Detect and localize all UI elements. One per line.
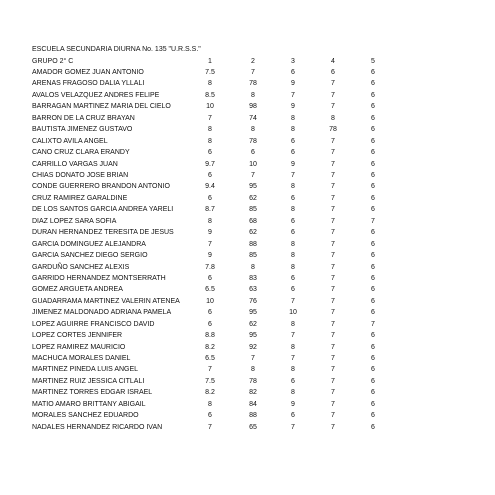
score-cell-5: 6 [371, 91, 375, 99]
score-cell-3: 9 [291, 103, 295, 111]
score-cell-4: 7 [331, 366, 335, 374]
score-cell-4: 7 [331, 343, 335, 351]
student-name: LOPEZ RAMIREZ MAURICIO [32, 343, 126, 351]
score-cell-3: 8 [291, 263, 295, 271]
score-cell-5: 6 [371, 183, 375, 191]
score-cell-5: 7 [371, 217, 375, 225]
score-cell-5: 6 [371, 172, 375, 179]
score-cell-1: 7.8 [205, 263, 215, 271]
score-cell-5: 6 [371, 412, 375, 420]
column-header-5: 5 [371, 58, 375, 65]
score-cell-1: 9.7 [205, 160, 215, 168]
score-cell-1: 8.2 [205, 343, 215, 351]
student-row [0, 387, 495, 398]
student-row [0, 273, 495, 284]
score-cell-2: 78 [249, 80, 257, 88]
student-name: BARRAGAN MARTINEZ MARIA DEL CIELO [32, 103, 171, 111]
student-name: ARENAS FRAGOSO DALIA YLLALI [32, 80, 145, 88]
score-cell-3: 8 [291, 320, 295, 328]
score-cell-5: 6 [371, 366, 375, 374]
score-cell-2: 62 [249, 229, 257, 237]
score-cell-3: 8 [291, 114, 295, 122]
score-cell-2: 8 [251, 263, 255, 271]
student-name: GARRIDO HERNANDEZ MONTSERRATH [32, 274, 166, 282]
score-cell-1: 7.5 [205, 69, 215, 76]
student-row [0, 410, 495, 421]
score-cell-1: 6.5 [205, 286, 215, 294]
score-cell-4: 8 [331, 114, 335, 122]
student-name: DURAN HERNANDEZ TERESITA DE JESUS [32, 229, 174, 237]
score-cell-5: 6 [371, 103, 375, 111]
score-cell-3: 8 [291, 366, 295, 374]
student-row [0, 262, 495, 273]
score-cell-5: 6 [371, 423, 375, 431]
score-cell-2: 98 [249, 103, 257, 111]
student-row [0, 78, 495, 89]
score-cell-2: 82 [249, 389, 257, 397]
student-row [0, 90, 495, 101]
score-cell-4: 7 [331, 183, 335, 191]
student-name: LOPEZ AGUIRRE FRANCISCO DAVID [32, 320, 155, 328]
student-row [0, 330, 495, 341]
score-cell-4: 7 [331, 160, 335, 168]
student-name: MACHUCA MORALES DANIEL [32, 355, 131, 362]
score-cell-1: 8 [208, 217, 212, 225]
score-cell-4: 7 [331, 297, 335, 305]
score-cell-1: 9 [208, 252, 212, 259]
student-row [0, 101, 495, 112]
score-cell-4: 7 [331, 91, 335, 99]
student-name: MARTINEZ RUIZ JESSICA CITLALI [32, 377, 145, 385]
score-cell-5: 6 [371, 332, 375, 340]
score-cell-3: 8 [291, 252, 295, 259]
student-name: DIAZ LOPEZ SARA SOFIA [32, 217, 117, 225]
score-cell-1: 8 [208, 80, 212, 88]
score-cell-1: 7 [208, 114, 212, 122]
score-cell-4: 7 [331, 80, 335, 88]
student-row [0, 239, 495, 250]
student-row [0, 136, 495, 147]
student-name: AMADOR GOMEZ JUAN ANTONIO [32, 69, 144, 76]
score-cell-2: 76 [249, 297, 257, 305]
student-row [0, 124, 495, 135]
score-cell-5: 6 [371, 286, 375, 294]
column-header-1: 1 [208, 58, 212, 65]
column-header-2: 2 [251, 58, 255, 65]
student-row [0, 67, 495, 78]
score-cell-4: 7 [331, 332, 335, 340]
score-cell-2: 62 [249, 320, 257, 328]
score-cell-5: 6 [371, 194, 375, 202]
score-cell-1: 8.7 [205, 206, 215, 214]
score-cell-3: 6 [291, 149, 295, 157]
score-cell-2: 65 [249, 423, 257, 431]
score-cell-3: 8 [291, 389, 295, 397]
score-cell-5: 6 [371, 343, 375, 351]
score-cell-2: 7 [251, 355, 255, 362]
student-name: GUADARRAMA MARTINEZ VALERIN ATENEA [32, 297, 180, 305]
score-cell-3: 6 [291, 229, 295, 237]
score-cell-3: 6 [291, 274, 295, 282]
score-cell-2: 85 [249, 252, 257, 259]
score-cell-5: 6 [371, 389, 375, 397]
score-cell-5: 6 [371, 69, 375, 76]
score-cell-3: 7 [291, 91, 295, 99]
score-cell-2: 84 [249, 400, 257, 408]
score-cell-4: 7 [331, 274, 335, 282]
student-row [0, 193, 495, 204]
score-cell-5: 6 [371, 149, 375, 157]
score-cell-1: 6 [208, 320, 212, 328]
score-cell-3: 6 [291, 137, 295, 145]
score-cell-4: 7 [331, 423, 335, 431]
score-cell-2: 95 [249, 183, 257, 191]
score-cell-3: 7 [291, 423, 295, 431]
student-name: BARRON DE LA CRUZ BRAYAN [32, 114, 135, 122]
score-cell-2: 63 [249, 286, 257, 294]
score-cell-3: 7 [291, 332, 295, 340]
score-cell-1: 8.8 [205, 332, 215, 340]
score-cell-4: 7 [331, 149, 335, 157]
score-cell-2: 7 [251, 69, 255, 76]
score-cell-5: 6 [371, 80, 375, 88]
score-cell-2: 10 [249, 160, 257, 168]
score-cell-1: 8 [208, 126, 212, 134]
score-cell-2: 8 [251, 126, 255, 134]
score-cell-5: 6 [371, 263, 375, 271]
score-cell-1: 9 [208, 229, 212, 237]
student-row [0, 376, 495, 387]
score-cell-4: 7 [331, 412, 335, 420]
score-cell-3: 6 [291, 286, 295, 294]
score-cell-4: 7 [331, 389, 335, 397]
score-cell-2: 83 [249, 274, 257, 282]
student-name: MARTINEZ PINEDA LUIS ANGEL [32, 366, 139, 374]
score-cell-3: 9 [291, 400, 295, 408]
score-cell-3: 8 [291, 183, 295, 191]
score-cell-5: 6 [371, 377, 375, 385]
group-label: GRUPO 2° C [32, 58, 74, 65]
score-cell-1: 10 [206, 297, 214, 305]
score-cell-3: 7 [291, 172, 295, 179]
student-row [0, 204, 495, 215]
student-name: BAUTISTA JIMENEZ GUSTAVO [32, 126, 133, 134]
score-cell-1: 10 [206, 103, 214, 111]
score-cell-1: 6 [208, 172, 212, 179]
score-cell-5: 6 [371, 160, 375, 168]
score-cell-4: 7 [331, 194, 335, 202]
score-cell-3: 9 [291, 160, 295, 168]
score-cell-5: 6 [371, 206, 375, 214]
score-cell-2: 78 [249, 377, 257, 385]
score-cell-4: 7 [331, 320, 335, 328]
score-cell-1: 6 [208, 194, 212, 202]
school-title: ESCUELA SECUNDARIA DIURNA No. 135 "U.R.S.S." [32, 46, 201, 53]
student-name: CONDE GUERRERO BRANDON ANTONIO [32, 183, 170, 191]
student-row [0, 296, 495, 307]
score-cell-1: 6 [208, 149, 212, 157]
student-row [0, 147, 495, 158]
score-cell-5: 6 [371, 240, 375, 248]
student-row [0, 319, 495, 330]
score-cell-5: 6 [371, 309, 375, 317]
score-cell-4: 7 [331, 206, 335, 214]
score-cell-3: 7 [291, 297, 295, 305]
score-cell-4: 7 [331, 377, 335, 385]
student-name: CHIAS DONATO JOSE BRIAN [32, 172, 129, 179]
score-cell-4: 7 [331, 400, 335, 408]
score-cell-5: 6 [371, 114, 375, 122]
score-cell-2: 7 [251, 172, 255, 179]
score-cell-4: 7 [331, 103, 335, 111]
score-cell-4: 7 [331, 229, 335, 237]
score-cell-5: 6 [371, 400, 375, 408]
score-cell-1: 6 [208, 309, 212, 317]
score-cell-1: 6 [208, 412, 212, 420]
score-cell-3: 8 [291, 240, 295, 248]
score-cell-5: 6 [371, 229, 375, 237]
score-cell-1: 6 [208, 274, 212, 282]
score-cell-1: 8.2 [205, 389, 215, 397]
column-header-3: 3 [291, 58, 295, 65]
score-cell-4: 7 [331, 240, 335, 248]
score-cell-5: 6 [371, 126, 375, 134]
student-row [0, 250, 495, 261]
score-cell-5: 7 [371, 320, 375, 328]
student-row [0, 284, 495, 295]
score-cell-3: 9 [291, 80, 295, 88]
score-cell-4: 7 [331, 172, 335, 179]
score-cell-2: 95 [249, 309, 257, 317]
student-name: LOPEZ CORTES JENNIFER [32, 332, 123, 340]
score-cell-2: 62 [249, 194, 257, 202]
group-header-row [0, 56, 495, 67]
score-cell-4: 6 [331, 69, 335, 76]
student-row [0, 422, 495, 433]
score-cell-2: 85 [249, 206, 257, 214]
student-name: GARDUÑO SANCHEZ ALEXIS [32, 263, 130, 271]
student-name: MORALES SANCHEZ EDUARDO [32, 412, 139, 420]
score-cell-2: 95 [249, 332, 257, 340]
student-name: NADALES HERNANDEZ RICARDO IVAN [32, 423, 163, 431]
score-cell-3: 6 [291, 377, 295, 385]
score-cell-2: 88 [249, 240, 257, 248]
student-row [0, 342, 495, 353]
student-name: MARTINEZ TORRES EDGAR ISRAEL [32, 389, 153, 397]
score-cell-2: 88 [249, 412, 257, 420]
score-cell-1: 8 [208, 137, 212, 145]
student-name: CRUZ RAMIREZ GARALDINE [32, 194, 128, 202]
score-cell-4: 7 [331, 263, 335, 271]
score-cell-2: 92 [249, 343, 257, 351]
student-name: JIMENEZ MALDONADO ADRIANA PAMELA [32, 309, 172, 317]
student-name: CALIXTO AVILA ANGEL [32, 137, 108, 145]
score-cell-1: 9.4 [205, 183, 215, 191]
column-header-4: 4 [331, 58, 335, 65]
score-cell-4: 7 [331, 309, 335, 317]
score-cell-5: 6 [371, 297, 375, 305]
score-cell-3: 8 [291, 206, 295, 214]
score-cell-2: 68 [249, 217, 257, 225]
score-cell-3: 7 [291, 355, 295, 362]
score-cell-2: 8 [251, 91, 255, 99]
score-cell-5: 6 [371, 355, 375, 362]
student-name: GARCIA DOMINGUEZ ALEJANDRA [32, 240, 146, 248]
student-name: GARCIA SANCHEZ DIEGO SERGIO [32, 252, 148, 259]
student-row [0, 227, 495, 238]
student-row [0, 170, 495, 181]
student-row [0, 353, 495, 364]
student-row [0, 113, 495, 124]
score-cell-3: 8 [291, 126, 295, 134]
student-row [0, 399, 495, 410]
score-cell-1: 7 [208, 423, 212, 431]
score-cell-1: 8 [208, 400, 212, 408]
student-row [0, 364, 495, 375]
score-cell-5: 6 [371, 137, 375, 145]
score-cell-4: 78 [329, 126, 337, 134]
score-cell-1: 8.5 [205, 91, 215, 99]
score-cell-2: 6 [251, 149, 255, 157]
student-row [0, 181, 495, 192]
score-cell-2: 78 [249, 137, 257, 145]
score-cell-4: 7 [331, 217, 335, 225]
score-cell-4: 7 [331, 137, 335, 145]
score-cell-1: 7 [208, 366, 212, 374]
score-cell-4: 7 [331, 355, 335, 362]
student-name: DE LOS SANTOS GARCIA ANDREA YARELI [32, 206, 174, 214]
score-cell-1: 7 [208, 240, 212, 248]
student-name: GOMEZ ARGUETA ANDREA [32, 286, 123, 294]
score-cell-3: 6 [291, 412, 295, 420]
score-cell-1: 7.5 [205, 377, 215, 385]
student-name: CARRILLO VARGAS JUAN [32, 160, 118, 168]
score-cell-3: 6 [291, 194, 295, 202]
score-cell-5: 6 [371, 274, 375, 282]
score-cell-2: 8 [251, 366, 255, 374]
student-row [0, 216, 495, 227]
student-name: CANO CRUZ CLARA ERANDY [32, 149, 130, 157]
student-row [0, 159, 495, 170]
score-cell-1: 6.5 [205, 355, 215, 362]
score-cell-5: 6 [371, 252, 375, 259]
student-name: AVALOS VELAZQUEZ ANDRES FELIPE [32, 91, 160, 99]
score-cell-3: 8 [291, 343, 295, 351]
student-row [0, 307, 495, 318]
score-cell-4: 7 [331, 286, 335, 294]
score-cell-3: 6 [291, 217, 295, 225]
score-cell-4: 7 [331, 252, 335, 259]
score-cell-2: 74 [249, 114, 257, 122]
student-name: MATIO AMARO BRITTANY ABIGAIL [32, 400, 146, 408]
score-cell-3: 6 [291, 69, 295, 76]
score-cell-3: 10 [289, 309, 297, 317]
